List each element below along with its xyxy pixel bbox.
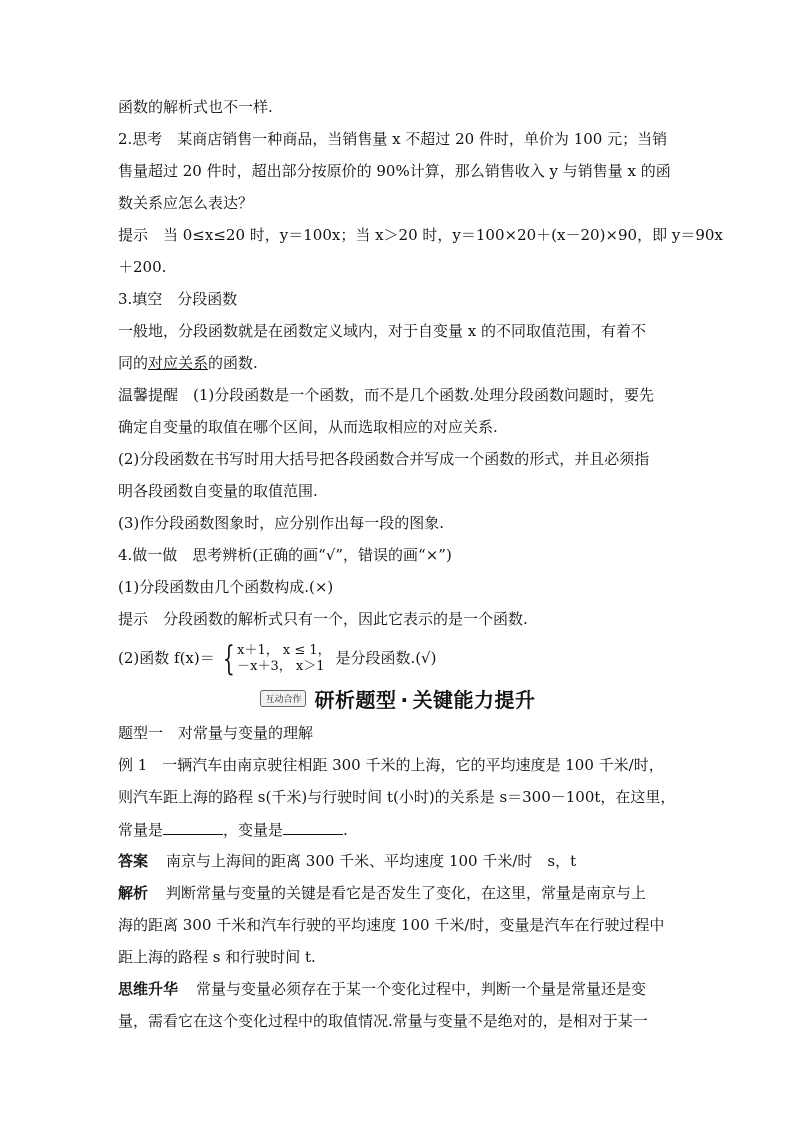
section-title	[314, 684, 535, 713]
summary-line: 量，需看它在这个变化过程中的取值情况.常量与变量不是绝对的，是相对于某一	[118, 1012, 648, 1030]
piecewise-cases	[237, 643, 331, 675]
answer-line	[118, 852, 678, 871]
summary-line	[118, 980, 678, 999]
text-line: 2.思考 某商店销售一种商品，当销售量 x 不超过 20 件时，单价为 100 元；当销	[118, 130, 668, 148]
text-span: 的函数.	[208, 354, 258, 372]
text-line: (1)分段函数由几个函数构成.(×)	[118, 578, 334, 596]
left-brace: {	[222, 639, 235, 679]
analysis-text: 判断常量与变量的关键是看它是否发生了变化，在这里，常量是南京与上	[166, 884, 647, 902]
text-line: ＋200.	[118, 258, 167, 276]
analysis-label: 解析	[118, 884, 149, 902]
text-line: (3)作分段函数图象时，应分别作出每一段的图象.	[118, 514, 445, 532]
case-1: x＋1， x ≤ 1，	[237, 643, 331, 658]
underlined-term: 对应关系	[148, 354, 209, 372]
text-span: 常量是	[118, 821, 164, 839]
section-title-part2: 关键能力提升	[412, 687, 536, 712]
piecewise-formula	[220, 639, 331, 679]
answer-text: 南京与上海间的距离 300 千米、平均速度 100 千米/时 s，t	[166, 852, 577, 870]
document-page	[118, 98, 723, 1044]
case-2: －x＋3， x＞1	[237, 659, 325, 674]
text-line: 一般地，分段函数就是在函数定义域内，对于自变量 x 的不同取值范围，有着不	[118, 322, 646, 340]
analysis-line	[118, 884, 678, 903]
analysis-line: 距上海的路程 s 和行驶时间 t.	[118, 948, 316, 966]
text-line: 明各段函数自变量的取值范围.	[118, 482, 318, 500]
section-title-dot: ·	[400, 687, 409, 712]
text-line: 温馨提醒 (1)分段函数是一个函数，而不是几个函数.处理分段函数问题时，要先	[118, 386, 655, 404]
text-line: 售量超过 20 件时，超出部分按原价的 90%计算，那么销售收入 y 与销售量 x 的函	[118, 162, 671, 180]
text-span: ，变量是	[223, 821, 284, 839]
piecewise-suffix: 是分段函数.(√)	[335, 649, 437, 667]
text-line: 3.填空 分段函数	[118, 290, 238, 308]
section-tag: 互动合作	[260, 690, 306, 707]
text-line: 数关系应怎么表达？	[118, 194, 254, 212]
text-line: 提示 当 0≤x≤20 时，y＝100x；当 x＞20 时，y＝100×20＋(x－20)×90，即 y＝90x	[118, 226, 723, 244]
text-span: 同的	[118, 354, 149, 372]
example-line: 例 1 一辆汽车由南京驶往相距 300 千米的上海，它的平均速度是 100 千米/时，	[118, 756, 664, 774]
text-span: .	[343, 821, 348, 839]
summary-text: 常量与变量必须存在于某一个变化过程中，判断一个量是常量还是变	[196, 980, 647, 998]
text-line: 4.做一做 思考辨析(正确的画“√”，错误的画“×”)	[118, 546, 452, 564]
type-heading: 题型一 对常量与变量的理解	[118, 724, 314, 742]
text-line: 函数的解析式也不一样.	[118, 98, 273, 116]
text-line: 确定自变量的取值在哪个区间，从而选取相应的对应关系.	[118, 418, 498, 436]
piecewise-prefix: (2)函数 f(x)＝	[118, 649, 215, 667]
answer-blank-2	[283, 820, 343, 835]
piecewise-line	[118, 639, 678, 679]
example-line: 则汽车距上海的路程 s(千米)与行驶时间 t(小时)的关系是 s＝300－100t，在这里，	[118, 788, 676, 806]
section-header	[118, 685, 678, 711]
text-line: 提示 分段函数的解析式只有一个，因此它表示的是一个函数.	[118, 610, 528, 628]
answer-blank-1	[163, 820, 223, 835]
example-line	[118, 820, 678, 839]
answer-label: 答案	[118, 852, 149, 870]
summary-label: 思维升华	[118, 980, 179, 998]
section-title-part1: 研析题型	[314, 687, 397, 712]
text-line	[118, 354, 678, 373]
text-line: (2)分段函数在书写时用大括号把各段函数合并写成一个函数的形式，并且必须指	[118, 450, 650, 468]
analysis-line: 海的距离 300 千米和汽车行驶的平均速度 100 千米/时，变量是汽车在行驶过程中	[118, 916, 665, 934]
